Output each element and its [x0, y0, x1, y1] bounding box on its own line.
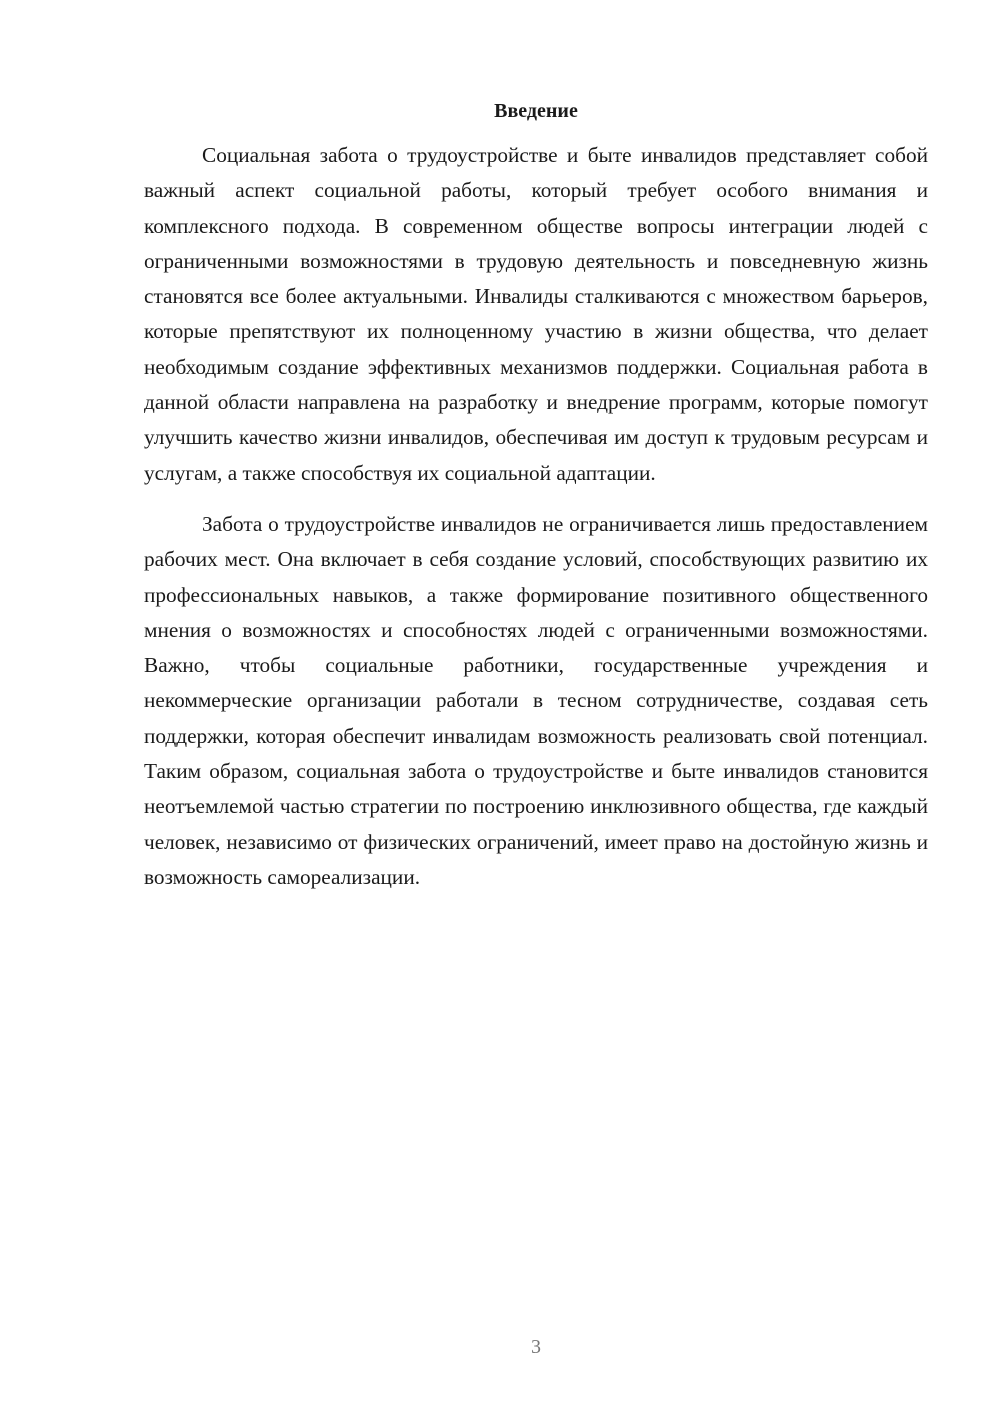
- paragraph-1: Социальная забота о трудоустройстве и быте инвалидов представляет собой важный аспект социальной работы, который требует особого внимания и комплексного подхода. В современном обществе вопросы интеграции людей с ограниченными возможностями в трудовую деятельность и повседневную жизнь становятся все более актуальными. Инвалиды сталкиваются с множеством барьеров, которые препятствуют их полноценному участию в жизни общества, что делает необходимым создание эффективных механизмов поддержки. Социальная работа в данной области направлена на разработку и внедрение программ, которые помогут улучшить качество жизни инвалидов, обеспечивая им доступ к трудовым ресурсам и услугам, а также способствуя их социальной адаптации.: [144, 143, 928, 485]
- page-content: [144, 96, 928, 895]
- paragraph-2: Забота о трудоустройстве инвалидов не ограничивается лишь предоставлением рабочих мест. Она включает в себя создание условий, способствующих развитию их профессиональных навыков, а также формирование позитивного общественного мнения о возможностях и способностях людей с ограниченными возможностями. Важно, чтобы социальные работники, государственные учреждения и некоммерческие организации работали в тесном сотрудничестве, создавая сеть поддержки, которая обеспечит инвалидам возможность реализовать свой потенциал. Таким образом, социальная забота о трудоустройстве и быте инвалидов становится неотъемлемой частью стратегии по построению инклюзивного общества, где каждый человек, независимо от физических ограничений, имеет право на достойную жизнь и возможность самореализации.: [144, 511, 928, 889]
- section-heading: Введение: [494, 100, 578, 122]
- page-number: 3: [531, 1336, 541, 1358]
